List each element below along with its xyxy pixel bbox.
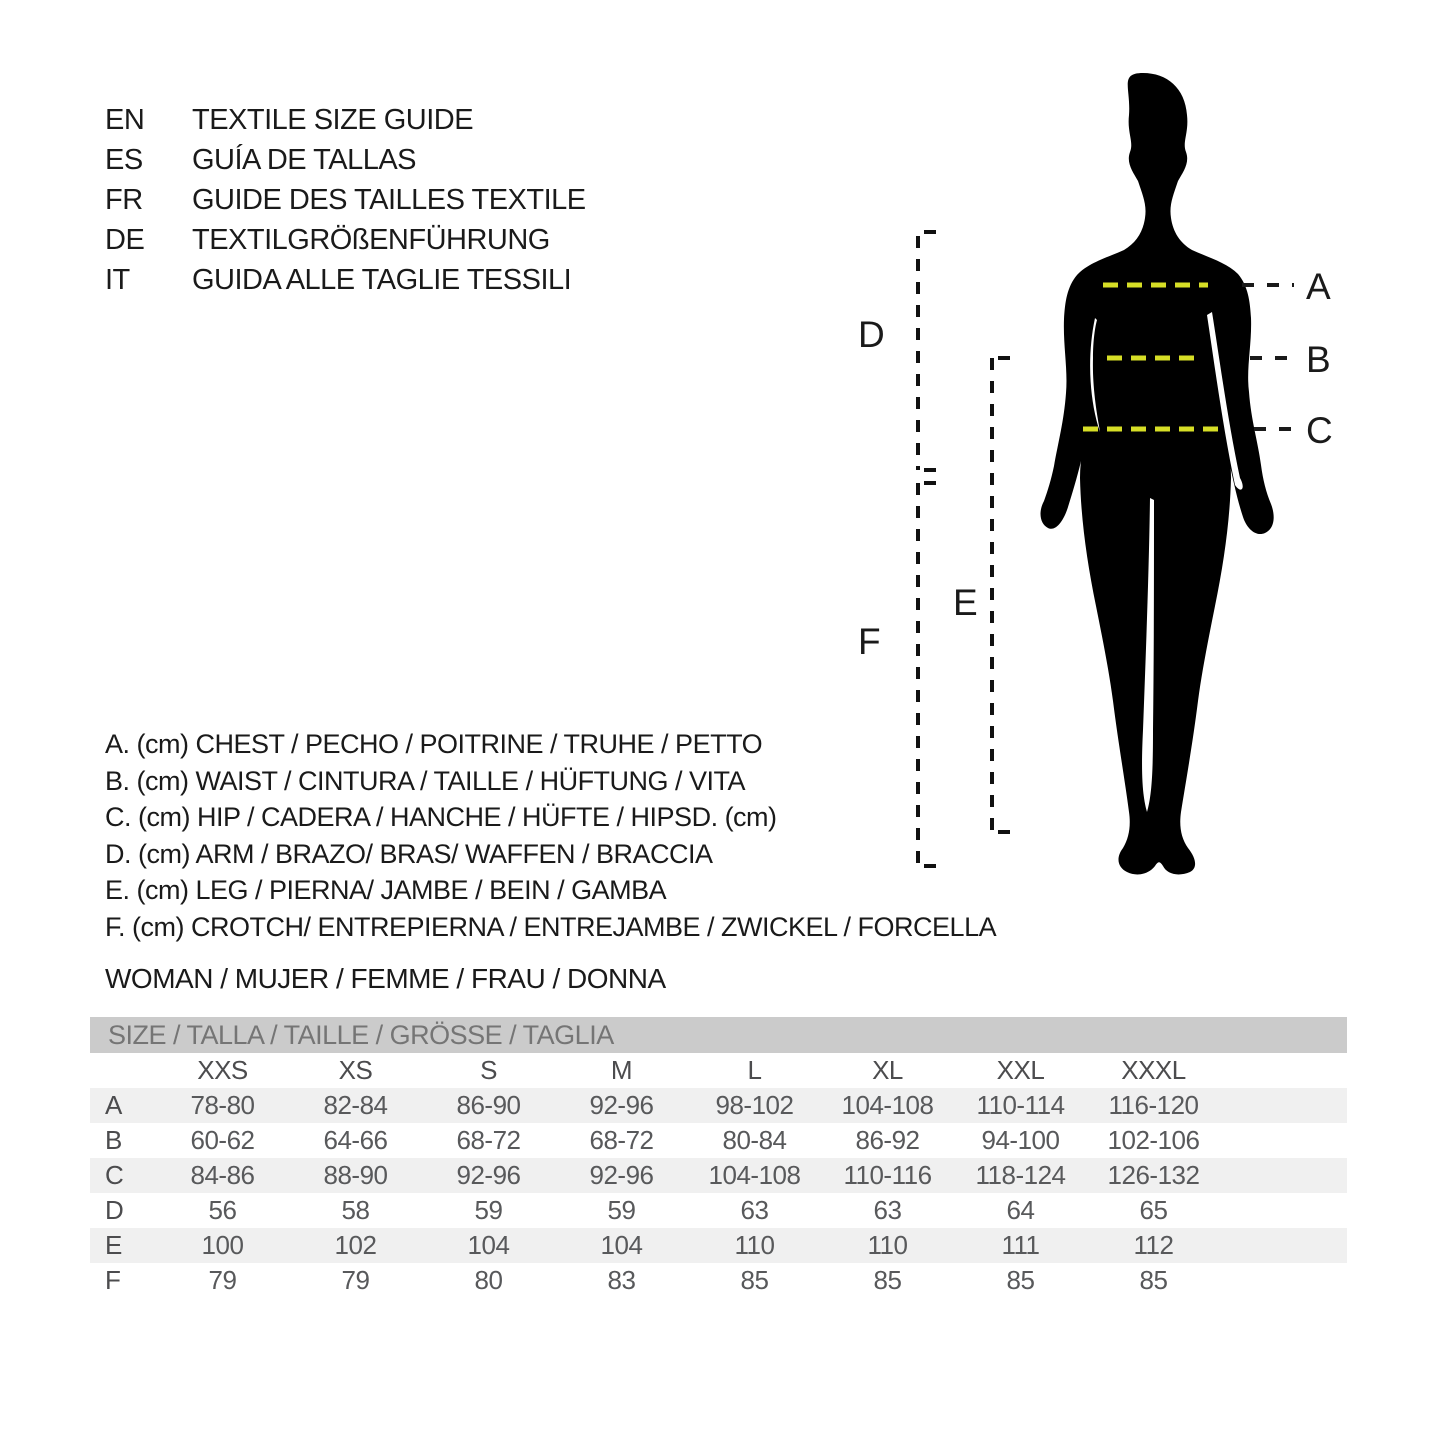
cell: 126-132 xyxy=(1107,1160,1200,1190)
cell: 78-80 xyxy=(190,1090,255,1120)
cell: 85 xyxy=(1006,1265,1035,1295)
table-row-hip xyxy=(90,1158,1347,1193)
cell: 111 xyxy=(1001,1230,1040,1260)
row-label: A xyxy=(105,1090,122,1120)
list-item xyxy=(105,180,586,220)
row-label: B xyxy=(105,1125,122,1155)
cell: 56 xyxy=(208,1195,237,1225)
cell: 65 xyxy=(1139,1195,1168,1225)
cell: 64-66 xyxy=(323,1125,388,1155)
size-column-header: L xyxy=(747,1055,762,1085)
cell: 64 xyxy=(1006,1195,1035,1225)
row-label: E xyxy=(105,1230,122,1260)
cell: 104 xyxy=(600,1230,643,1260)
size-column-header: XXL xyxy=(996,1055,1045,1085)
cell: 80 xyxy=(474,1265,503,1295)
label-waist-b: B xyxy=(1306,339,1331,380)
cell: 63 xyxy=(873,1195,902,1225)
legend-item-leg: E. (cm) LEG / PIERNA/ JAMBE / BEIN / GAMBA xyxy=(105,875,667,905)
gender-title: WOMAN / MUJER / FEMME / FRAU / DONNA xyxy=(105,963,666,994)
legend-item-hip: C. (cm) HIP / CADERA / HANCHE / HÜFTE / HIPSD. (cm) xyxy=(105,802,777,832)
cell: 63 xyxy=(740,1195,769,1225)
size-column-header: S xyxy=(480,1055,497,1085)
legend-item-chest: A. (cm) CHEST / PECHO / POITRINE / TRUHE / PETTO xyxy=(105,729,763,759)
list-item xyxy=(105,260,586,300)
cell: 79 xyxy=(208,1265,237,1295)
size-column-header: XXS xyxy=(197,1055,248,1085)
language-code: ES xyxy=(105,144,143,176)
language-title-list xyxy=(105,100,586,300)
list-item xyxy=(105,140,586,180)
list-item xyxy=(105,100,586,140)
cell: 118-124 xyxy=(975,1160,1066,1190)
table-row-leg xyxy=(90,1228,1347,1263)
cell: 82-84 xyxy=(323,1090,388,1120)
cell: 88-90 xyxy=(323,1160,388,1190)
label-leg-e: E xyxy=(953,582,978,623)
size-column-header: XS xyxy=(338,1055,373,1085)
size-table-header: SIZE / TALLA / TAILLE / GRÖSSE / TAGLIA xyxy=(90,1017,1347,1053)
label-crotch-f: F xyxy=(858,621,881,662)
language-code: DE xyxy=(105,224,145,256)
size-column-header: XL xyxy=(872,1055,903,1085)
legend-item-crotch: F. (cm) CROTCH/ ENTREPIERNA / ENTREJAMBE / ZWICKEL / FORCELLA xyxy=(105,911,997,942)
cell: 68-72 xyxy=(589,1125,654,1155)
label-chest-a: A xyxy=(1306,266,1331,307)
cell: 92-96 xyxy=(589,1160,654,1190)
size-table xyxy=(90,1017,1347,1298)
label-arm-d: D xyxy=(858,314,885,355)
language-code: IT xyxy=(105,264,130,296)
cell: 86-92 xyxy=(855,1125,920,1155)
row-label: F xyxy=(105,1265,121,1295)
legend-item-waist: B. (cm) WAIST / CINTURA / TAILLE / HÜFTUNG / VITA xyxy=(105,765,746,796)
cell: 102 xyxy=(334,1230,377,1260)
cell: 60-62 xyxy=(190,1125,255,1155)
cell: 112 xyxy=(1133,1230,1174,1260)
cell: 83 xyxy=(607,1265,636,1295)
cell: 110-114 xyxy=(976,1090,1065,1120)
cell: 102-106 xyxy=(1107,1125,1200,1155)
language-code: EN xyxy=(105,104,145,136)
size-column-header: M xyxy=(610,1055,633,1085)
cell: 68-72 xyxy=(456,1125,521,1155)
cell: 98-102 xyxy=(715,1090,794,1120)
cell: 116-120 xyxy=(1108,1090,1199,1120)
list-item xyxy=(105,220,586,260)
language-code: FR xyxy=(105,184,143,216)
guide-title: GUÍA DE TALLAS xyxy=(192,144,417,176)
cell: 110 xyxy=(734,1230,775,1260)
cell: 59 xyxy=(474,1195,503,1225)
cell: 79 xyxy=(341,1265,370,1295)
cell: 94-100 xyxy=(981,1125,1060,1155)
cell: 85 xyxy=(1139,1265,1168,1295)
table-row-crotch xyxy=(90,1263,1347,1298)
cell: 85 xyxy=(873,1265,902,1295)
row-label: C xyxy=(105,1160,124,1190)
cell: 92-96 xyxy=(589,1090,654,1120)
label-hip-c: C xyxy=(1306,410,1333,451)
cell: 104-108 xyxy=(708,1160,801,1190)
cell: 104-108 xyxy=(841,1090,934,1120)
cell: 86-90 xyxy=(456,1090,521,1120)
guide-title: TEXTILE SIZE GUIDE xyxy=(192,104,474,136)
guide-title: GUIDE DES TAILLES TEXTILE xyxy=(192,184,586,216)
body-measurement-diagram xyxy=(850,60,1360,890)
legend-item-arm: D. (cm) ARM / BRAZO/ BRAS/ WAFFEN / BRACCIA xyxy=(105,838,713,869)
guide-title: TEXTILGRÖßENFÜHRUNG xyxy=(192,224,550,256)
size-column-header: XXXL xyxy=(1121,1055,1186,1085)
row-label: D xyxy=(105,1195,124,1225)
cell: 110 xyxy=(867,1230,908,1260)
table-row-arm xyxy=(90,1193,1347,1228)
table-row-waist xyxy=(90,1123,1347,1158)
cell: 84-86 xyxy=(190,1160,255,1190)
cell: 85 xyxy=(740,1265,769,1295)
cell: 59 xyxy=(607,1195,636,1225)
size-header-row xyxy=(90,1053,1347,1088)
cell: 104 xyxy=(467,1230,510,1260)
cell: 110-116 xyxy=(843,1160,932,1190)
table-row-chest xyxy=(90,1088,1347,1123)
cell: 92-96 xyxy=(456,1160,521,1190)
cell: 58 xyxy=(341,1195,370,1225)
guide-title: GUIDA ALLE TAGLIE TESSILI xyxy=(192,264,572,296)
cell: 80-84 xyxy=(722,1125,787,1155)
cell: 100 xyxy=(201,1230,244,1260)
